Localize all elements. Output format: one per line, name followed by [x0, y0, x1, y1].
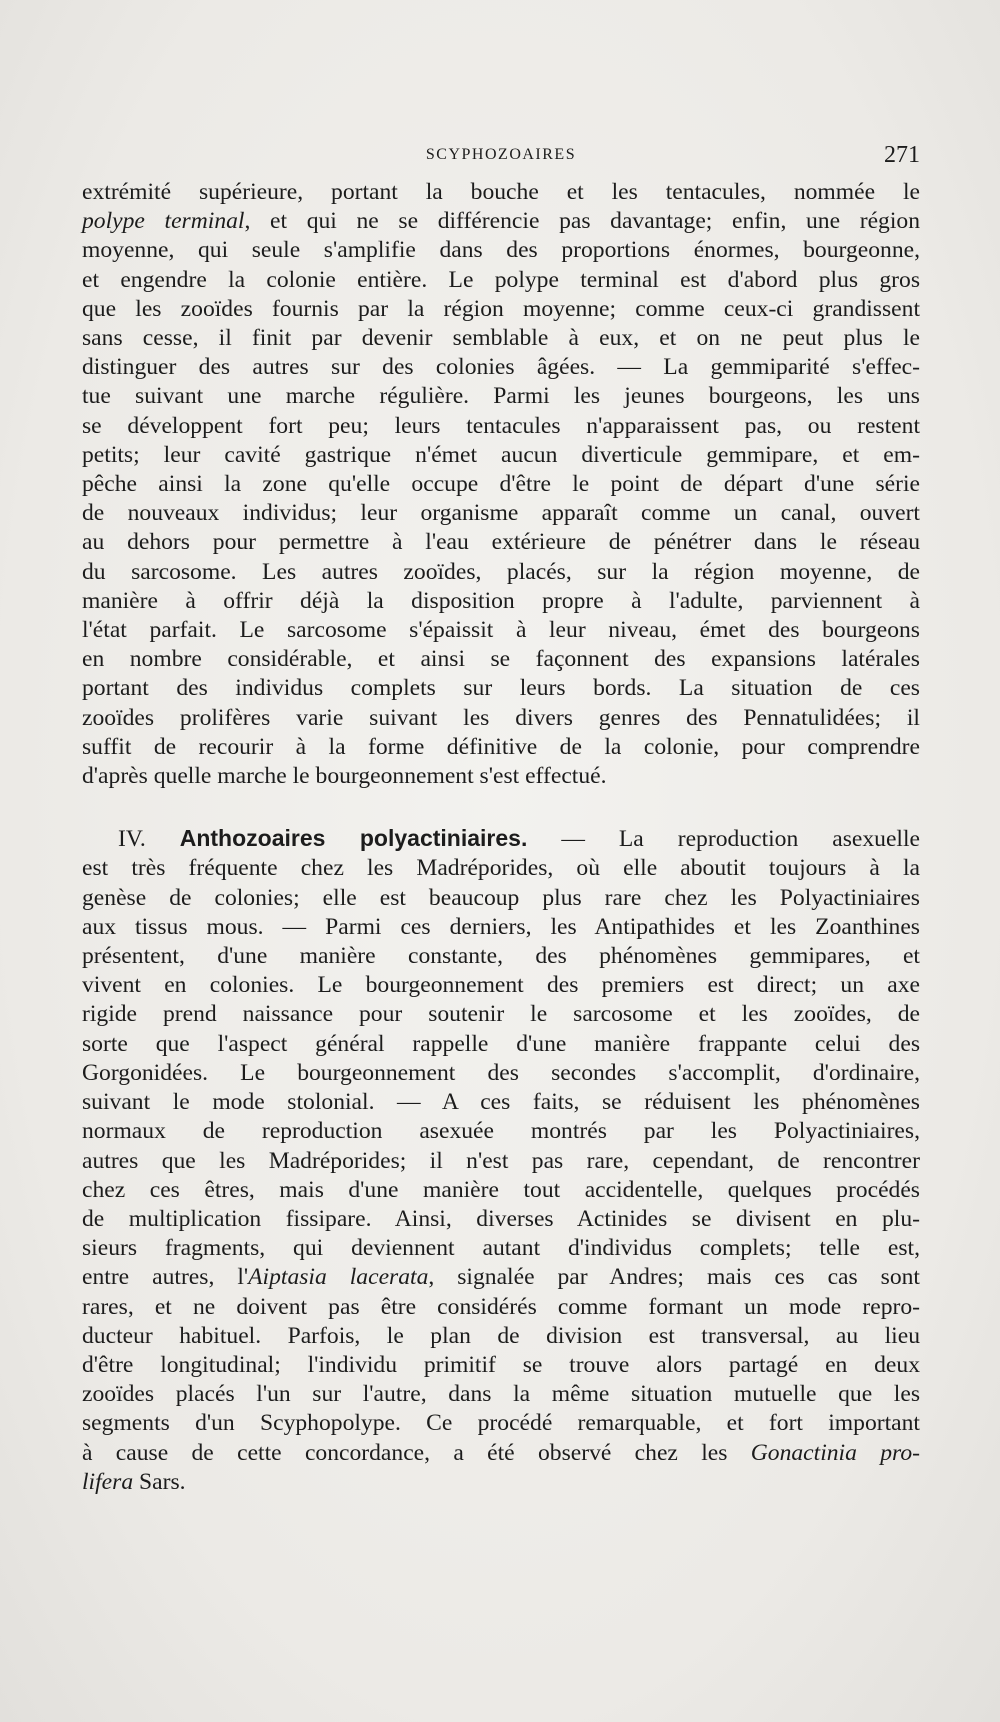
text-line: d'être longitudinal; l'individu primitif se trouve alors partagé en deux — [82, 1351, 920, 1378]
text-line: distinguer des autres sur des colonies âgées. — La gemmiparité s'effec- — [82, 354, 920, 381]
text-line: d'après quelle marche le bourgeonnement s'est effectué. — [82, 763, 607, 790]
text-line: de nouveaux individus; leur organisme apparaît comme un canal, ouvert — [82, 500, 920, 527]
text-line: entre autres, l'Aiptasia lacerata, signalée par Andres; mais ces cas sont — [82, 1264, 920, 1291]
text-line: normaux de reproduction asexuée montrés par les Polyactiniaires, — [82, 1118, 920, 1145]
text-line: présentent, d'une manière constante, des phénomènes gemmipares, et — [82, 943, 920, 970]
text-line: sans cesse, il finit par devenir semblable à eux, et on ne peut plus le — [82, 325, 920, 352]
paragraph-gap — [82, 791, 920, 824]
text-line: suivant le mode stolonial. — A ces faits, se réduisent les phénomènes — [82, 1089, 920, 1116]
italic-term: Aiptasia lacerata — [248, 1264, 429, 1291]
text-line: et engendre la colonie entière. Le polype terminal est d'abord plus gros — [82, 266, 920, 293]
body-text — [82, 178, 920, 1497]
text-line: zooïdes prolifères varie suivant les divers genres des Pennatulidées; il — [82, 704, 920, 731]
text-line: rigide prend naissance pour soutenir le sarcosome et les zooïdes, de — [82, 1001, 920, 1028]
text-line: genèse de colonies; elle est beaucoup plus rare chez les Polyactiniaires — [82, 884, 920, 911]
text-line: suffit de recourir à la forme définitive de la colonie, pour comprendre — [82, 733, 920, 760]
text-line: segments d'un Scyphopolype. Ce procédé remarquable, et fort important — [82, 1410, 920, 1437]
text-line: à cause de cette concordance, a été observé chez les Gonactinia pro- — [82, 1439, 920, 1466]
text-line: en nombre considérable, et ainsi se façonnent des expansions latérales — [82, 646, 920, 673]
text-line: polype terminal, et qui ne se différencie pas davantage; enfin, une région — [82, 208, 920, 235]
italic-term: Gonactinia pro- — [750, 1439, 920, 1466]
text-line: est très fréquente chez les Madréporides, où elle aboutit toujours à la — [82, 855, 920, 882]
text-line: ducteur habituel. Parfois, le plan de division est transversal, au lieu — [82, 1322, 920, 1349]
text-line: tue suivant une marche régulière. Parmi les jeunes bourgeons, les uns — [82, 383, 920, 410]
text-line: moyenne, qui seule s'amplifie dans des proportions énormes, bourgeonne, — [82, 237, 920, 264]
text-line: chez ces êtres, mais d'une manière tout accidentelle, quelques procédés — [82, 1176, 920, 1203]
section-number: IV. — [118, 826, 146, 853]
section-heading-line: IV. Anthozoaires polyactiniaires. — La reproduction asexuelle — [118, 825, 921, 853]
text-line: se développent fort peu; leurs tentacules n'apparaissent pas, ou restent — [82, 412, 920, 439]
text-line: manière à offrir déjà la disposition propre à l'adulte, parviennent à — [82, 587, 920, 614]
text-line: sorte que l'aspect général rappelle d'une manière frappante celui des — [82, 1030, 920, 1057]
text-line: du sarcosome. Les autres zooïdes, placés, sur la région moyenne, de — [82, 558, 920, 585]
italic-term: lifera — [82, 1468, 134, 1495]
text-line: de multiplication fissipare. Ainsi, diverses Actinides se divisent en plu- — [82, 1205, 920, 1232]
text-line: zooïdes placés l'un sur l'autre, dans la même situation mutuelle que les — [82, 1381, 920, 1408]
text-line: que les zooïdes fournis par la région moyenne; comme ceux-ci grandissent — [82, 295, 920, 322]
text-line: sieurs fragments, qui deviennent autant d'individus complets; telle est, — [82, 1235, 920, 1262]
text-line: rares, et ne doivent pas être considérés comme formant un mode repro- — [82, 1293, 920, 1320]
section-title: Anthozoaires polyactiniaires. — [179, 825, 528, 852]
text-line: extrémité supérieure, portant la bouche et les tentacules, nommée le — [82, 179, 920, 205]
text-line: pêche ainsi la zone qu'elle occupe d'être le point de départ d'une série — [82, 471, 920, 498]
text-line: portant des individus complets sur leurs bords. La situation de ces — [82, 675, 920, 702]
text-line: Gorgonidées. Le bourgeonnement des secondes s'accomplit, d'ordinaire, — [82, 1059, 920, 1086]
text-line: vivent en colonies. Le bourgeonnement des premiers est direct; un axe — [82, 972, 920, 999]
text-line: l'état parfait. Le sarcosome s'épaissit à leur niveau, émet des bourgeons — [82, 617, 920, 644]
page-number: 271 — [884, 142, 920, 168]
italic-term: polype terminal — [82, 208, 245, 235]
text-line: lifera Sars. — [82, 1468, 186, 1495]
text-line: autres que les Madréporides; il n'est pas rare, cependant, de rencontrer — [82, 1147, 920, 1174]
text-line: au dehors pour permettre à l'eau extérieure de pénétrer dans le réseau — [82, 529, 920, 556]
text-line: aux tissus mous. — Parmi ces derniers, les Antipathides et les Zoanthines — [82, 913, 920, 940]
page-header — [82, 142, 920, 172]
text-line: petits; leur cavité gastrique n'émet aucun diverticule gemmipare, et em- — [82, 441, 920, 468]
running-head: SCYPHOZOAIRES — [425, 146, 577, 163]
